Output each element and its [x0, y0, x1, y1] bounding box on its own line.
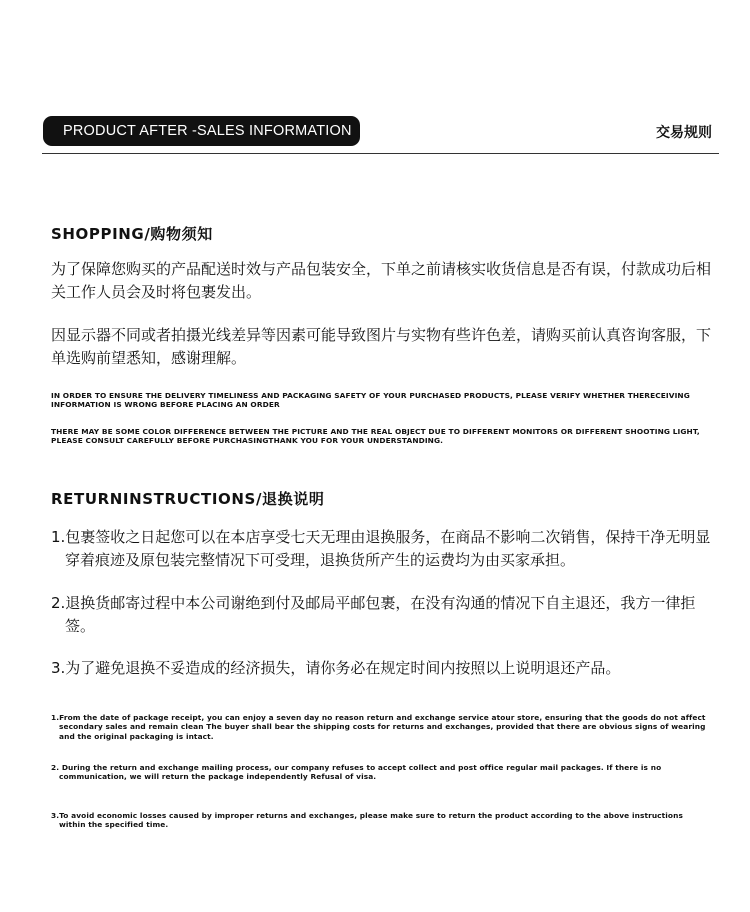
returns-en-item-2: 2. During the return and exchange mailing process, our company refuses to accept collect and post office regular mail packages. If there is no communication, we will return the package independently Refusal of visa. — [51, 763, 662, 782]
header-title-pill: PRODUCT AFTER -SALES INFORMATION — [43, 116, 360, 146]
returns-cn-item-2: 2.退换货邮寄过程中本公司谢绝到付及邮局平邮包裹，在没有沟通的情况下自主退还，我方一律拒签。 — [51, 594, 696, 635]
shopping-en-paragraph-1: IN ORDER TO ENSURE THE DELIVERY TIMELINESS AND PACKAGING SAFETY OF YOUR PURCHASED PRODUCTS, PLEASE VERIFY WHETHER THERECEIVING INFORMATION IS WRONG BEFORE PLACING AN ORDER — [51, 391, 690, 410]
header-right-label: 交易规则 — [656, 125, 712, 141]
shopping-en-paragraph-2: THERE MAY BE SOME COLOR DIFFERENCE BETWEEN THE PICTURE AND THE REAL OBJECT DUE TO DIFFERENT MONITORS OR DIFFERENT SHOOTING LIGHT, PLEASE CONSULT CAREFULLY BEFORE PURCHASINGTHANK YOU FOR YOUR UNDERSTANDING. — [51, 427, 700, 446]
returns-en-item-3: 3.To avoid economic losses caused by improper returns and exchanges, please make sure to return the product according to the above instructions within the specified time. — [51, 811, 683, 830]
header-divider — [42, 153, 719, 154]
returns-section-title: RETURNINSTRUCTIONS/退换说明 — [51, 490, 325, 508]
returns-cn-item-3: 3.为了避免退换不妥造成的经济损失，请你务必在规定时间内按照以上说明退还产品。 — [51, 659, 621, 677]
returns-en-item-1: 1.From the date of package receipt, you can enjoy a seven day no reason return and exchange service atour store, ensuring that the goods do not affect secondary sales and remain clean The buyer shall bear the shipping costs for returns and exchanges, provided that there are obvious signs of wearing and the original packaging is intact. — [51, 713, 706, 741]
returns-cn-item-1: 1.包裹签收之日起您可以在本店享受七天无理由退换服务，在商品不影响二次销售，保持干净无明显穿着痕迹及原包装完整情况下可受理，退换货所产生的运费均为由买家承担。 — [51, 528, 711, 569]
shopping-cn-paragraph-2: 因显示器不同或者拍摄光线差异等因素可能导致图片与实物有些许色差，请购买前认真咨询客服，下单选购前望悉知，感谢理解。 — [51, 326, 712, 367]
shopping-section-title: SHOPPING/购物须知 — [51, 225, 213, 243]
shopping-cn-paragraph-1: 为了保障您购买的产品配送时效与产品包装安全，下单之前请核实收货信息是否有误，付款成功后相关工作人员会及时将包裹发出。 — [51, 260, 712, 301]
